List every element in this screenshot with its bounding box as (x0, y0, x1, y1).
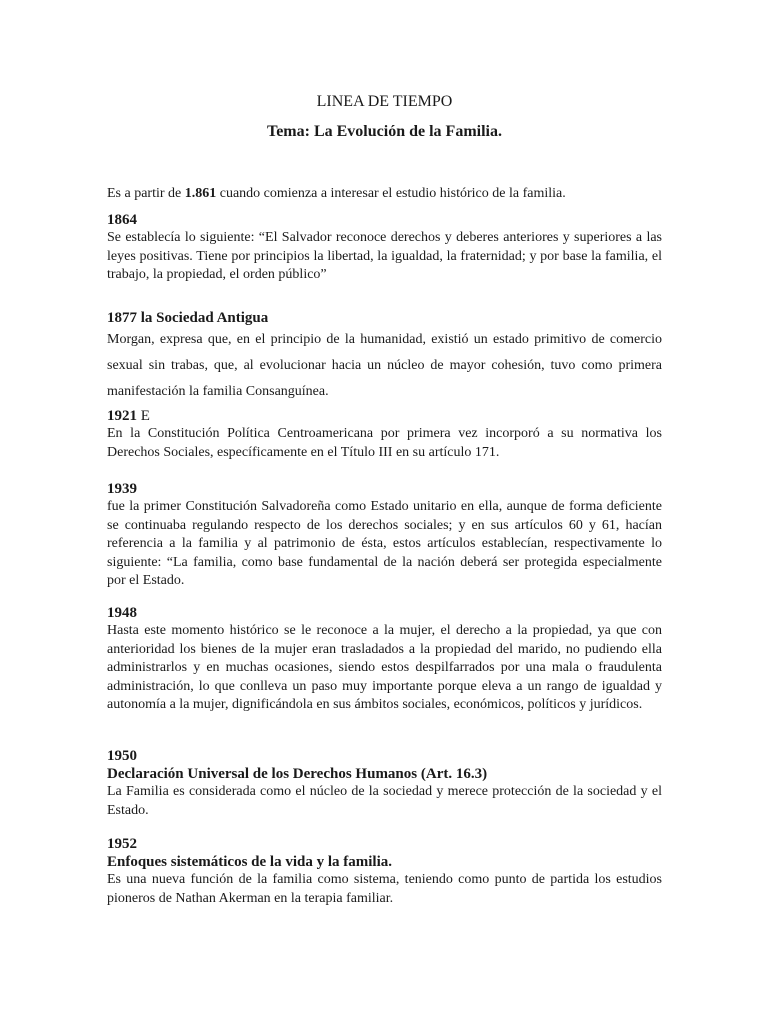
entry-year: 1950 (107, 748, 137, 764)
timeline-entry-1877 (107, 309, 662, 405)
document-title: LINEA DE TIEMPO (316, 93, 453, 110)
entry-text: fue la primer Constitución Salvadoreña como Estado unitario en ella, aunque de forma deficiente se continuaba regulando respecto de los derechos sociales; y en sus artículos 60 y 61, hacían referencia a la familia y al patrimonio de ésta, estos artículos establecían, respectivamente lo siguiente: “La familia, como base fundamental de la nación deberá ser protegida especialmente por el Estado. (107, 499, 662, 588)
entry-text: Se establecía lo siguiente: “El Salvador reconoce derechos y deberes anteriores y superiores a las leyes positivas. Tiene por principios la libertad, la igualdad, la fraternidad; y por base la familia, el trabajo, la propiedad, el orden público” (107, 230, 662, 282)
entry-year: 1952 (107, 836, 137, 852)
entry-subtitle: Enfoques sistemáticos de la vida y la familia. (107, 854, 393, 870)
entry-text: La Familia es considerada como el núcleo de la sociedad y merece protección de la sociedad y el Estado. (107, 784, 662, 818)
entry-year-line (107, 407, 662, 425)
document-theme: Tema: La Evolución de la Familia. (267, 123, 502, 140)
entry-year: 1864 (107, 212, 137, 228)
timeline-entry-1952 (107, 835, 662, 908)
intro-paragraph (107, 185, 662, 203)
entry-text: Hasta este momento histórico se le reconoce a la mujer, el derecho a la propiedad, ya que con anterioridad los bienes de la mujer eran trasladados a la propiedad del marido, no pudiendo ella administrarlos y en muchas ocasiones, siendo estos despilfarrados por una mala o fraudulenta administración, lo que conlleva un paso muy importante porque eleva a un rango de igualdad y autonomía a la mujer, dignificándola en sus ámbitos sociales, económicos, políticos y jurídicos. (107, 623, 662, 712)
entry-text: Morgan, expresa que, en el principio de la humanidad, existió un estado primitivo de comercio sexual sin trabas, que, al evolucionar hacia un núcleo de mayor cohesión, tuvo como primera manifestación la familia Consanguínea. (107, 332, 662, 399)
entry-year-suffix: E (137, 408, 150, 424)
timeline-entry-1921 (107, 407, 662, 462)
entry-year: 1921 (107, 408, 137, 424)
intro-after: cuando comienza a interesar el estudio histórico de la familia. (216, 186, 566, 201)
timeline-entry-1950 (107, 747, 662, 820)
timeline-entry-1939 (107, 480, 662, 591)
entry-text: Es una nueva función de la familia como sistema, teniendo como punto de partida los estudios pioneros de Nathan Akerman en la terapia familiar. (107, 872, 662, 906)
entry-year: 1948 (107, 605, 137, 621)
intro-before: Es a partir de (107, 186, 185, 201)
entry-subtitle: Declaración Universal de los Derechos Humanos (Art. 16.3) (107, 766, 488, 782)
entry-text: En la Constitución Política Centroamericana por primera vez incorporó a su normativa los Derechos Sociales, específicamente en el Título III en su artículo 171. (107, 426, 662, 460)
entry-year: 1877 la Sociedad Antigua (107, 310, 269, 326)
entry-year: 1939 (107, 481, 137, 497)
intro-year: 1.861 (184, 186, 217, 201)
timeline-entry-1864 (107, 211, 662, 285)
timeline-entry-1948 (107, 604, 662, 715)
